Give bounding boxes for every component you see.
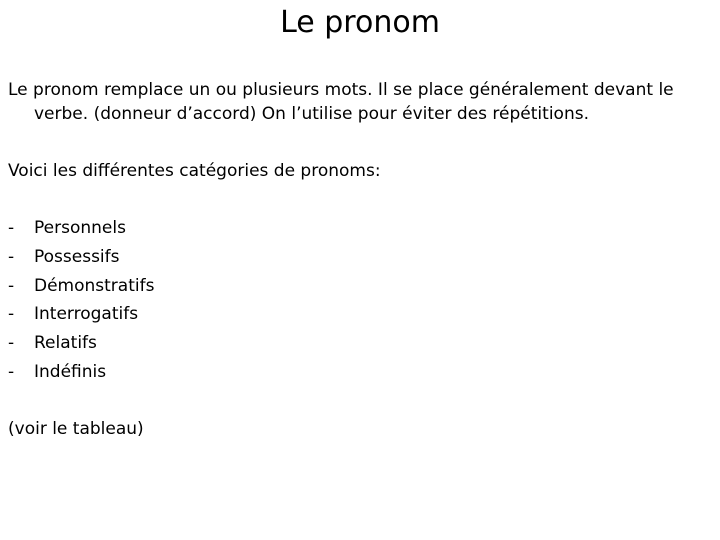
dash-bullet: - — [8, 246, 15, 267]
list-item — [8, 214, 154, 243]
list-item-label: Démonstratifs — [34, 275, 155, 296]
list-item — [8, 243, 154, 272]
list-item-label: Indéfinis — [34, 361, 107, 382]
list-item — [8, 358, 154, 387]
slide-title: Le pronom — [280, 5, 440, 40]
dash-bullet: - — [8, 304, 15, 325]
dash-bullet: - — [8, 275, 15, 296]
categories-list — [8, 214, 154, 387]
list-item — [8, 300, 154, 329]
list-item-label: Interrogatifs — [34, 304, 139, 325]
list-item-label: Personnels — [34, 218, 126, 238]
list-item — [8, 329, 154, 358]
categories-intro: Voici les différentes catégories de pronoms: — [8, 161, 381, 181]
list-item — [8, 272, 154, 301]
dash-bullet: - — [8, 333, 15, 354]
list-item-label: Relatifs — [34, 333, 97, 354]
dash-bullet: - — [8, 361, 15, 382]
dash-bullet: - — [8, 218, 15, 238]
intro-paragraph: Le pronom remplace un ou plusieurs mots. Il se place généralement devant le verbe. (donneur d’accord) On l’utilise pour éviter des répétitions. — [8, 80, 674, 124]
list-item-label: Possessifs — [34, 246, 120, 267]
table-note: (voir le tableau) — [8, 419, 144, 439]
